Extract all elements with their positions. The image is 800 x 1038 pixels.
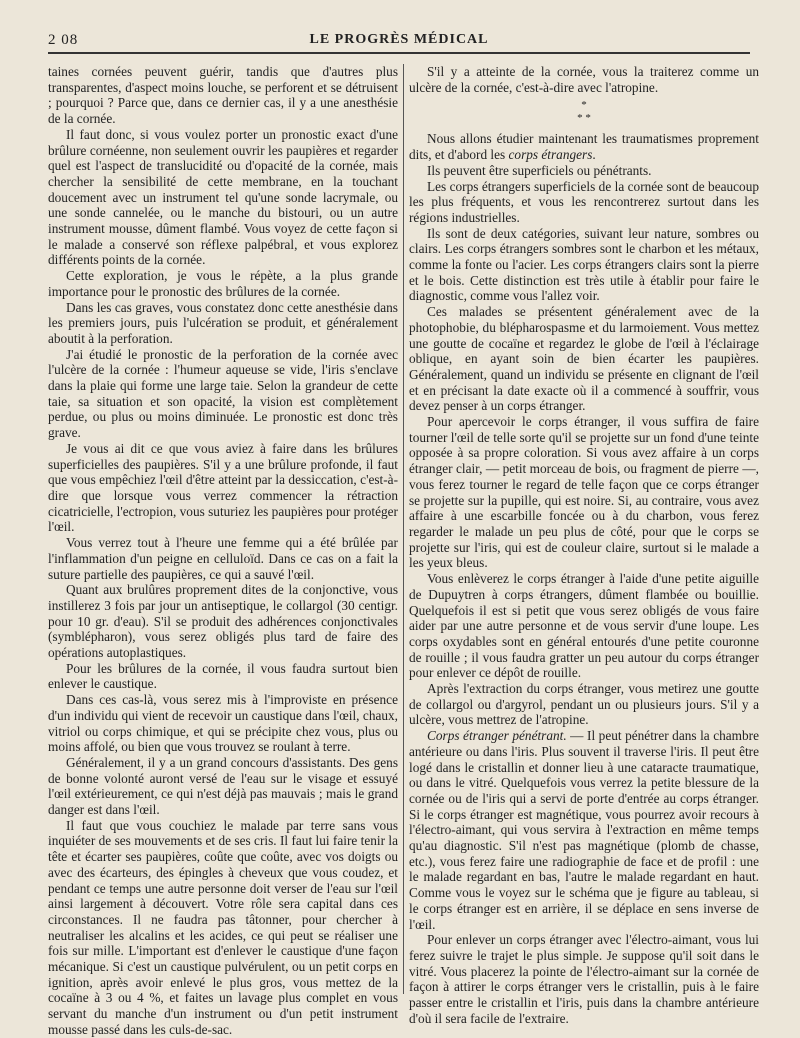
page-header <box>48 30 750 54</box>
paragraph <box>409 131 759 162</box>
paragraph: Vous verrez tout à l'heure une femme qui a été brûlée par l'inflammation d'un peigne en celluloïd. Dans ce cas on a fait la suture partielle des paupières, ce qui a sauvé l'œil. <box>48 535 398 582</box>
paragraph: Je vous ai dit ce que vous aviez à faire dans les brûlures superficielles des paupières. S'il y a une brûlure profonde, il faut que vous empêchiez l'œil d'être atteint par la dessiccation, c'est-à-dire que lorsque vous verrez commencer la rétraction cicatricielle, l'ectropion, vous suturiez les paupières pour protéger l'œil. <box>48 440 398 535</box>
paragraph: J'ai étudié le pronostic de la perforation de la cornée avec l'ulcère de la cornée : l'humeur aqueuse se vide, l'iris s'enclave dans la plaie qui forme une large taie. Selon la grandeur de cette taie, sa situation et son opacité, la vision est complètement perdue, ou plus ou moins diminuée. Le pronostic est donc très grave. <box>48 346 398 441</box>
paragraph: Pour apercevoir le corps étranger, il vous suffira de faire tourner l'œil de telle sorte qu'il se projette sur un fond d'une teinte opposée à sa propre coloration. Si vous avez affaire à un corps étranger clair, — petit morceau de bois, ou fragment de pierre —, vous ferez tourner le regard de telle façon que ce corps étranger se projette sur la pupille, qui est noire. Si, au contraire, vous avez affaire à une escarbille foncée ou à du charbon, vous ferez regarder le malade un peu plus de côté, pour que le corps se projette sur l'iris, qui est de couleur claire, surtout si le malade a les yeux bleus. <box>409 414 759 571</box>
paragraph: Ces malades se présentent généralement avec de la photophobie, du blépharospasme et du larmoiement. Vous mettez une goutte de cocaïne et regardez le globe de l'œil à l'éclairage oblique, en ayant soin de bien écarter les paupières. Généralement, quand un individu se présente en clignant de l'œil et en précisant la date exacte où il a commencé à souffrir, vous devez penser à un corps étranger. <box>409 304 759 414</box>
paragraph-text: Nous allons étudier maintenant les traumatismes proprement dits, et d'abord les <box>409 131 759 163</box>
right-column <box>409 64 759 1026</box>
paragraph: Dans ces cas-là, vous serez mis à l'improviste en présence d'un individu qui vient de recevoir un caustique dans l'œil, chaux, vitriol ou corps chimique, et qui se précipite chez vous, plus ou moins affolé, ou bien que vous trouvez se roulant à terre. <box>48 692 398 755</box>
paragraph: Quant aux brulûres proprement dites de la conjonctive, vous instillerez 3 fois par jour un antiseptique, le collargol (30 centigr. pour 10 gr. d'eau). S'il se produit des adhérences conjonctivales (symblépharon), vous serez obligés plus tard de faire des opérations autoplastiques. <box>48 582 398 661</box>
paragraph <box>409 728 759 932</box>
separator-star-bottom: * * <box>577 112 591 125</box>
paragraph: Après l'extraction du corps étranger, vous metirez une goutte de collargol ou d'argyrol, pendant un ou plusieurs jours. S'il y a ulcère, vous mettrez de l'atropine. <box>409 681 759 728</box>
text-columns <box>48 64 759 1037</box>
paragraph: Pour enlever un corps étranger avec l'électro-aimant, vous lui ferez suivre le trajet le plus simple. Je suppose qu'il soit dans le vitré. Vous placerez la pointe de l'électro-aimant sur la cornée de façon à attirer le corps étranger vers le cristallin, puis à le faire passer entre le cristallin et l'iris, puis dans la chambre antérieure d'où il sera facile de l'extraire. <box>409 932 759 1026</box>
page-number: 2 08 <box>48 32 79 48</box>
paragraph: Il faut donc, si vous voulez porter un pronostic exact d'une brûlure cornéenne, non seulement ouvrir les paupières et regarder quel est l'aspect de translucidité ou d'opacité de la cornée, mais chercher la sensibilité de cette membrane, en la touchant doucement avec un instrument tel qu'une sonde lacrymale, ou une sonde cannelée, ou le manche du bistouri, ou un autre instrument mousse, dûment flambé. Vous voyez de cette façon si le malade a conservé son réflexe palpébral, et vous explorez différents points de la cornée. <box>48 126 398 268</box>
paragraph: Pour les brûlures de la cornée, il vous faudra surtout bien enlever le caustique. <box>48 660 398 692</box>
paragraph: Il faut que vous couchiez le malade par terre sans vous inquiéter de ses mouvements et de ses cris. Il faut lui faire tenir la tête et écarter ses paupières, coûte que coûte, avec vos doigts ou avec des écarteurs, des épingles à cheveux que vous coudez, et pendant ce temps une autre personne doit verser de l'eau sur l'œil ainsi largement à découvert. Votre rôle sera capital dans ces circonstances. Il ne faudra pas tâtonner, pour chercher à neutraliser les alcalins et les acides, ce qui peut se réaliser une fois sur mille. L'important est d'enlever le caustique d'une façon mécanique. Si c'est un caustique pulvérulent, ou un petit corps en ignition, après avoir enlevé le plus gros, vous mettez de la cocaïne à 3 ou 4 %, et faites un lavage plus complet en vous servant du manche d'un instrument ou d'un petit instrument mousse passé dans les culs-de-sac. <box>48 817 398 1037</box>
paragraph-text: — Il peut pénétrer dans la chambre antérieure ou dans l'iris. Plus souvent il traverse l'iris. Il peut être logé dans le cristallin et donner lieu à une cataracte traumatique, ou dans le vitré. Quelquefois vous verrez la petite blessure de la cornée ou de l'iris qui a servi de porte d'entrée au corps étranger. Si le corps étranger est magnétique, vous pourrez avoir recours à l'électro-aimant, qui vous servira à l'extraction en même temps qu'au diagnostic. S'il n'est pas magnétique (plomb de chasse, etc.), vous ferez faire une radiographie de face et de profil : une le malade regardant en bas, l'autre le malade regardant en haut. Comme vous le voyez sur le schéma que je figure au tableau, si le corps étranger est en arrière, il se déplace en sens inverse de l'œil. <box>409 728 759 932</box>
paragraph: Généralement, il y a un grand concours d'assistants. Des gens de bonne volonté auront versé de l'eau sur le visage et essuyé l'œil extérieurement, ce qui n'est déjà pas mauvais ; mais le grand danger est dans l'œil. <box>48 754 398 818</box>
paragraph-text: . <box>592 147 596 163</box>
italic-term: corps étrangers <box>508 147 593 163</box>
paragraph: S'il y a atteinte de la cornée, vous la traiterez comme un ulcère de la cornée, c'est-à-dire avec l'atropine. <box>409 64 759 95</box>
paragraph: taines cornées peuvent guérir, tandis que d'autres plus transparentes, d'aspect moins louche, se perforent et se détruisent ; pourquoi ? Parce que, dans ce dernier cas, il y a une anesthésie de la cornée. <box>48 64 398 127</box>
separator-star-top: * <box>581 99 587 112</box>
left-column <box>48 64 398 1037</box>
section-separator <box>409 99 759 125</box>
column-divider <box>403 64 404 994</box>
paragraph: Dans les cas graves, vous constatez donc cette anesthésie dans les premiers jours, puis l'ulcération se produit, et généralement aboutit à la perforation. <box>48 299 398 346</box>
journal-title: LE PROGRÈS MÉDICAL <box>309 32 489 47</box>
paragraph: Vous enlèverez le corps étranger à l'aide d'une petite aiguille de Dupuytren à corps étrangers, dûment flambée ou bouillie. Quelquefois il est si petit que vous serez obligés de vous faire aider par une autre personne et de vous servir d'une loupe. Les corps oxydables sont en général entourés d'une petite couronne de rouille ; il vous faudra gratter un peu autour du corps étranger pour enlever ce dépôt de rouille. <box>409 571 759 681</box>
paragraph: Cette exploration, je vous le répète, a la plus grande importance pour le pronostic des brûlures de la cornée. <box>48 268 398 299</box>
paragraph: Ils peuvent être superficiels ou pénétrants. <box>427 162 652 178</box>
paragraph: Les corps étrangers superficiels de la cornée sont de beaucoup les plus fréquents, et vous les rencontrerez surtout dans les régions industrielles. <box>409 178 759 225</box>
paragraph: Ils sont de deux catégories, suivant leur nature, sombres ou clairs. Les corps étrangers sombres sont le charbon et les métaux, comme la fonte ou l'acier. Les corps étrangers clairs sont la pierre et le bois. Cette distinction est très utile à établir pour faire le diagnostic, comme vous l'allez voir. <box>409 225 759 304</box>
italic-heading: Corps étranger pénétrant. <box>427 728 567 744</box>
